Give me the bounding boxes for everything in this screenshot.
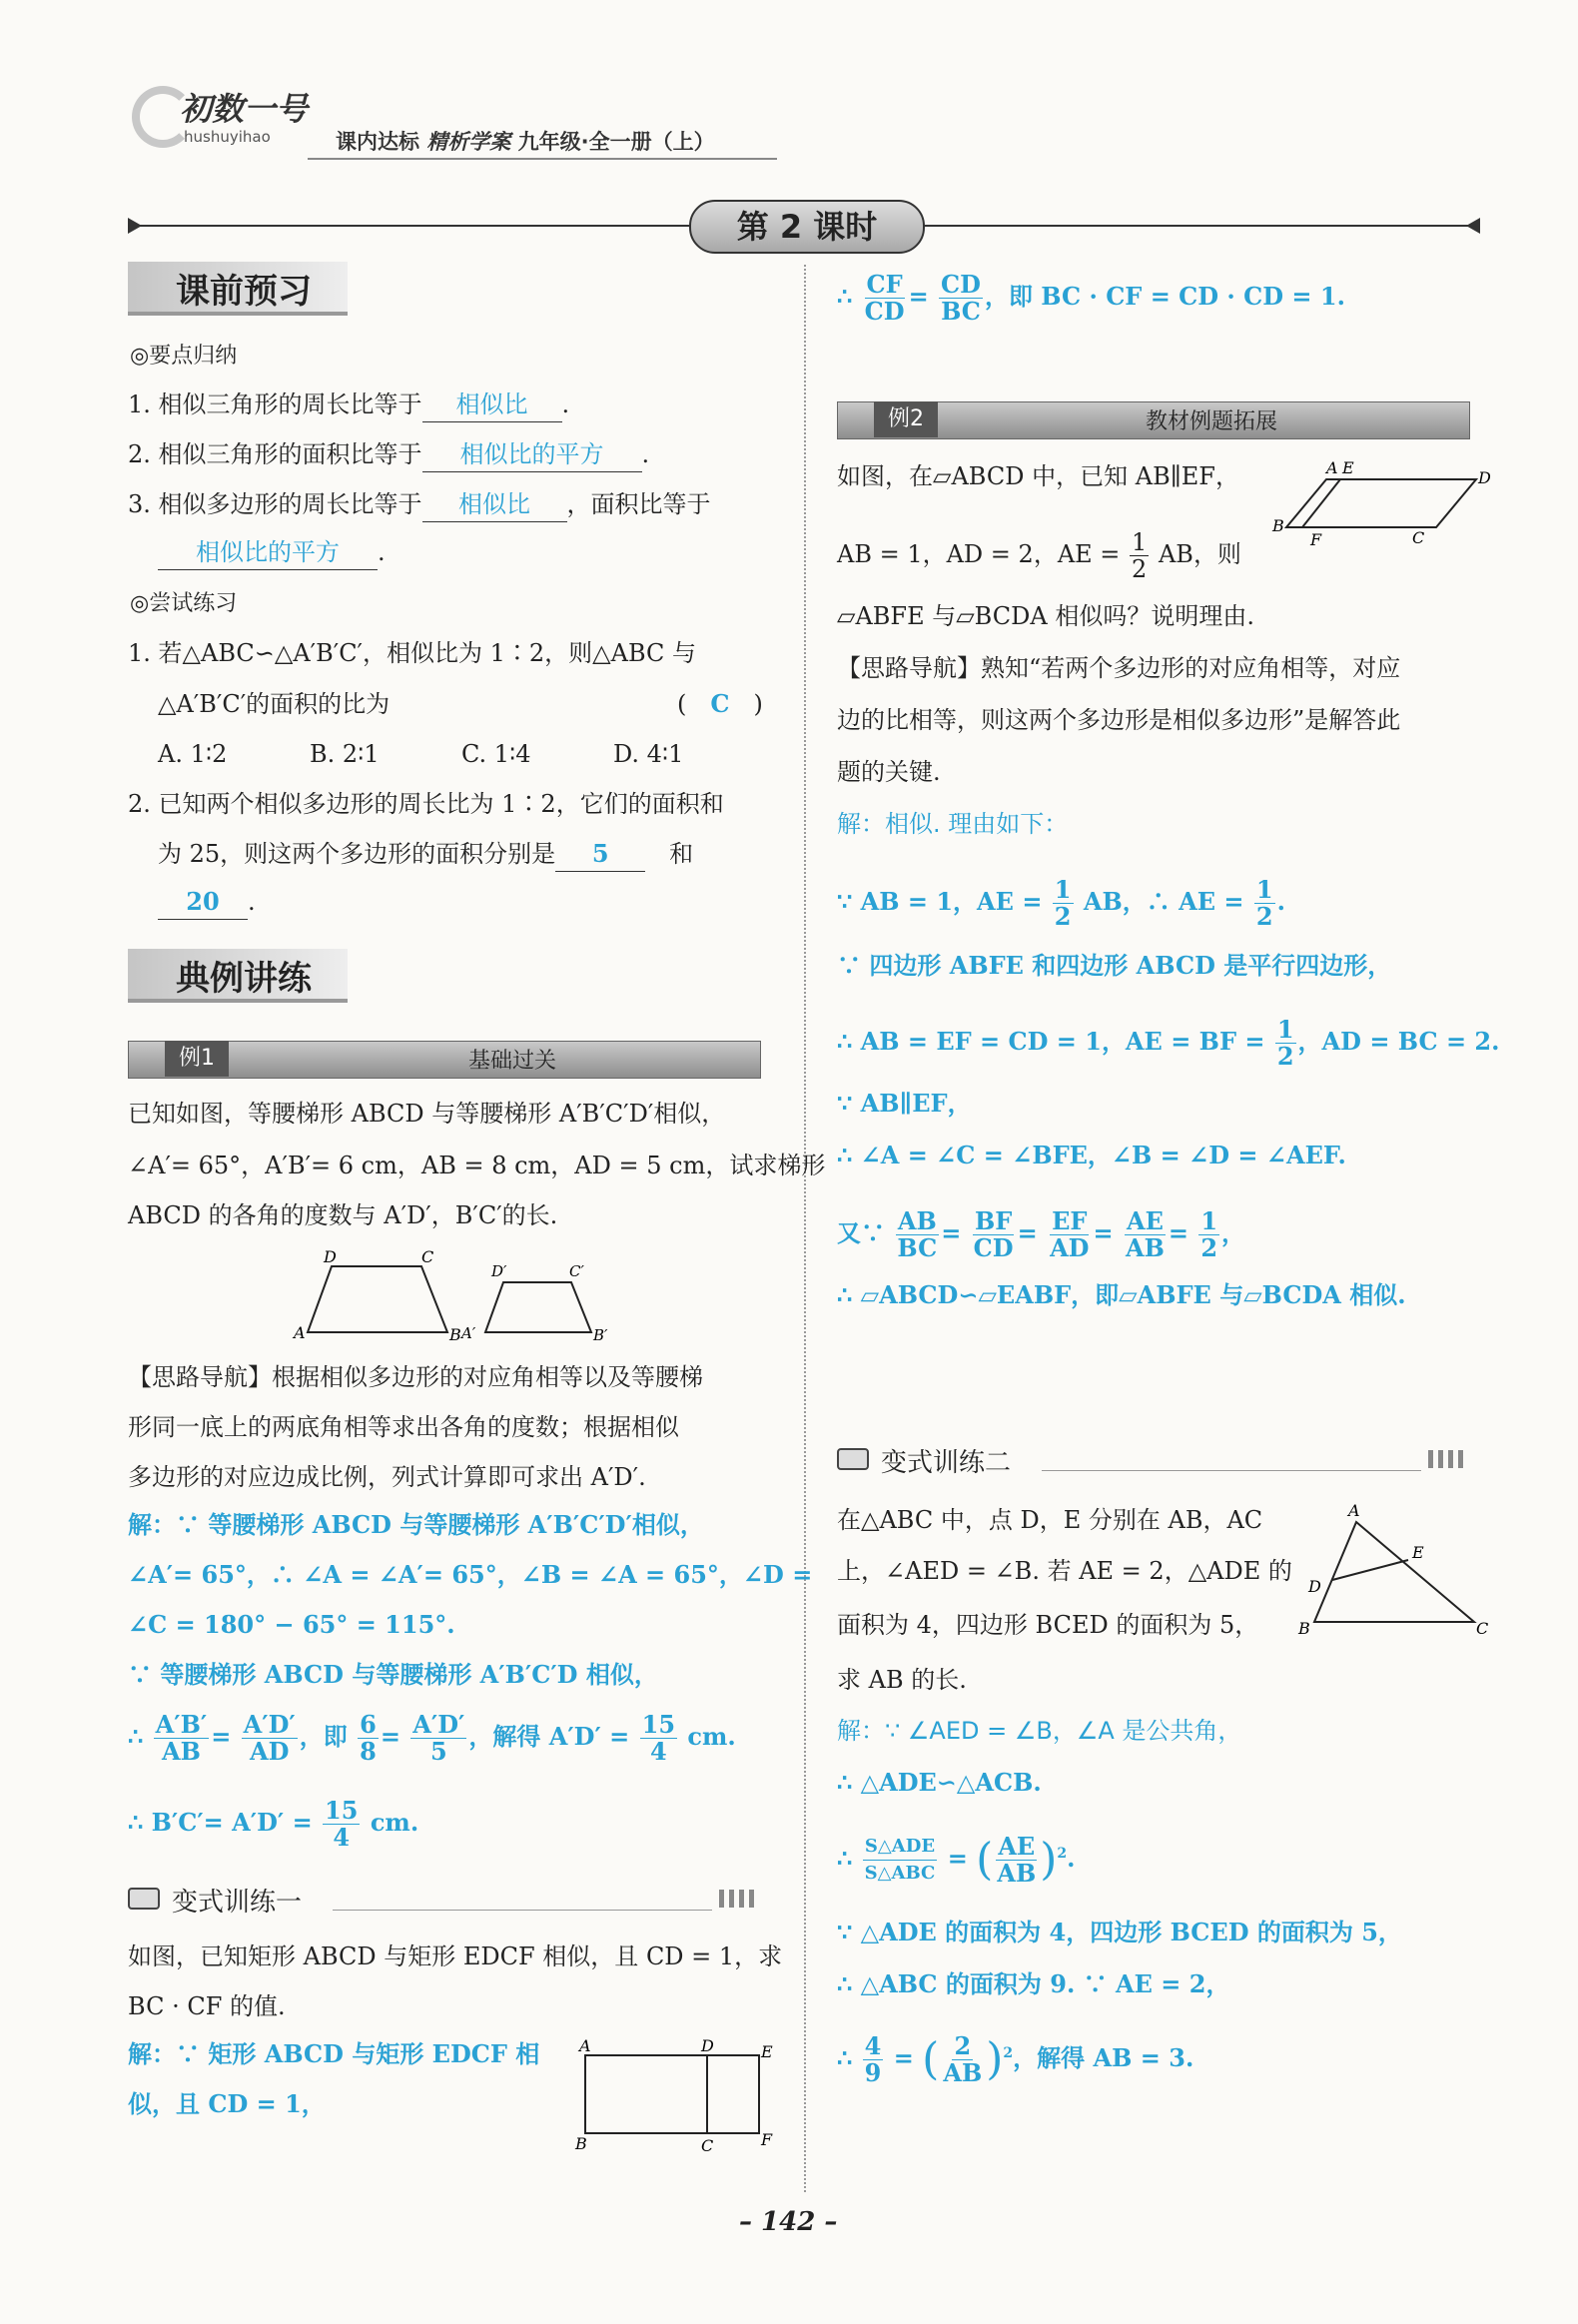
q1-option-c: C. 1∶4 [461, 740, 531, 768]
q1-option-a: A. 1∶2 [158, 740, 228, 768]
variant-1-marks [719, 1890, 759, 1908]
ex2-sol-7-f4n: AE [1126, 1206, 1164, 1235]
rect-label-e: E [761, 2042, 773, 2061]
pencil-icon [128, 1888, 160, 1910]
ex2-line-3: ▱ABFE 与▱BCDA 相似吗？说明理由. [837, 602, 1254, 630]
point-3 [128, 487, 711, 522]
rectangle-figure [571, 2037, 781, 2152]
q2-and: 和 [669, 840, 694, 868]
ex2-sol-2a: ∵ AB = 1，AE = [837, 887, 1043, 916]
ex2-line-2b: AB，则 [1158, 540, 1241, 568]
q1-line2: △A′B′C′的面积的比为 [158, 690, 391, 718]
page-header [128, 84, 807, 164]
v2-sol-3-pfrac [995, 1834, 1038, 1887]
rect-label-a: A [579, 2037, 591, 2055]
v2-line-1: 在△ABC 中，点 D，E 分别在 AB，AC [837, 1506, 1263, 1534]
point-2-answer: 相似比的平方 [422, 437, 642, 472]
frac-1 [154, 1712, 210, 1765]
ex2-sol-7-f5d: 2 [1200, 1233, 1218, 1262]
q2-answer-2: 20 [158, 885, 248, 920]
frac-5 [640, 1712, 677, 1765]
preview-section [128, 262, 777, 316]
para-label-d: D [1478, 468, 1491, 487]
last-unit: cm. [370, 1808, 419, 1837]
v2-sol-3-den: S△ABC [864, 1863, 936, 1884]
ex1-line-2: ∠A′= 65°，A′B′= 6 cm，AB = 8 cm，AD = 5 cm，试求梯形 [128, 1152, 826, 1179]
q2-line3: 20 . [158, 885, 256, 920]
practice-heading: ◎尝试练习 [130, 591, 238, 616]
ex2-sol-1: 解：相似. 理由如下： [837, 810, 1069, 838]
ex2-sol-7-f5n: 1 [1200, 1206, 1218, 1235]
ex1-line-1: 已知如图，等腰梯形 ABCD 与等腰梯形 A′B′C′D′相似， [128, 1100, 726, 1128]
variant-2-marks [1428, 1450, 1468, 1468]
examples-banner [128, 949, 348, 1003]
header-underline [308, 158, 777, 160]
example-1-title: 基础过关 [468, 1049, 557, 1074]
trap2-label-c: C′ [569, 1262, 584, 1280]
preview-banner [128, 262, 348, 316]
tri-label-d: D [1308, 1577, 1321, 1596]
ex2-sol-8: ∴ ▱ABCD∽▱EABF，即▱ABFE 与▱BCDA 相似. [837, 1280, 1406, 1309]
q2-line2-text: 为 25，则这两个多边形的面积分别是 [158, 840, 556, 868]
v2-sol-6: ∴ $\frac{4}{9}$ = ( $\frac{2}{AB}$ )$^2$，解得 AB = 3. [837, 2031, 1194, 2087]
frac-1-den: AB [161, 1737, 201, 1766]
v1-cont-pre: ∴ [837, 282, 853, 311]
trap-label-a: A [294, 1323, 306, 1342]
ex2-sol-2c: . [1276, 887, 1285, 916]
point-3-line2: 相似比的平方 . [158, 535, 386, 570]
trap-label-c: C [421, 1247, 434, 1266]
variant-2-header [837, 1440, 1476, 1476]
ex2-sol-7-f3n: EF [1052, 1206, 1088, 1235]
ex2-sol-2-frac2-num: 1 [1255, 875, 1273, 904]
point-3-answer-2: 相似比的平方 [158, 535, 378, 570]
frac-5-num: 15 [641, 1710, 676, 1739]
ex1-guide-2: 形同一底上的两底角相等求出各角的度数；根据相似 [128, 1413, 679, 1441]
ex2-sol-4-frac [1275, 1017, 1296, 1070]
frac-4 [410, 1712, 466, 1765]
last-frac-num: 15 [325, 1796, 359, 1825]
ex2-sol-4a: ∴ AB = EF = CD = 1，AE = BF = [837, 1027, 1265, 1056]
para-label-a: A [1326, 459, 1338, 477]
ex1-sol-2: ∠A′= 65°，∴ ∠A = ∠A′= 65°，∠B = ∠A = 65°，∠D = [128, 1560, 813, 1589]
trap2-label-a: A′ [461, 1324, 476, 1342]
ex2-sol-7-f2n: BF [974, 1206, 1013, 1235]
pencil-icon [837, 1448, 869, 1470]
rect-label-c: C [701, 2136, 714, 2152]
v1-frac-2 [939, 272, 983, 325]
ex2-sol-7: 又∵ $\frac{AB}{BC}$ = $\frac{BF}{CD}$ = $\frac{EF}{AD}$ = $\frac{AE}{AB}$ = $\frac{1}{2}$ ， [837, 1206, 1246, 1262]
ex1-line-3: ABCD 的各角的度数与 A′D′，B′C′的长. [128, 1201, 558, 1229]
trap-label-b: B [449, 1325, 461, 1344]
series-bold: 精析学案 [426, 130, 511, 154]
ex2-sol-2-frac1-num: 1 [1054, 875, 1072, 904]
ex2-sol-7-frac1 [895, 1208, 939, 1261]
point-2: 2. 相似三角形的面积比等于 相似比的平方 . [128, 437, 649, 472]
v2-sol-6-eq: = [893, 2043, 914, 2072]
last-frac-den: 4 [333, 1823, 351, 1852]
ex2-sol-7-f1n: AB [897, 1206, 937, 1235]
para-label-b: B [1272, 516, 1284, 535]
frac-solve: ，解得 A′D′ = [468, 1722, 630, 1751]
ex1-sol-fractions: ∴ $\frac{A'B'}{AB}$ = $\frac{A'D'}{AD}$ ，即 $\frac{6}{8}$ = $\frac{A'D'}{5}$ ，解得 A′D′ = $\frac{15}{4}$ cm. [128, 1710, 736, 1766]
trap2-label-d: D′ [491, 1262, 507, 1280]
point-1: 1. 相似三角形的周长比等于 相似比 . [128, 387, 569, 422]
page-number: – 142 – [739, 2207, 838, 2237]
last-pre: ∴ B′C′= A′D′ = [128, 1808, 313, 1837]
variant-1-header [128, 1880, 767, 1916]
ex1-sol-1: 解：∵ 等腰梯形 ABCD 与等腰梯形 A′B′C′D′相似， [128, 1510, 704, 1539]
v2-line-4: 求 AB 的长. [837, 1666, 967, 1694]
rule-arrow-right [1466, 218, 1480, 234]
variant-1-title: 变式训练一 [172, 1888, 303, 1918]
tri-label-a: A [1348, 1501, 1360, 1520]
example-1-tag: 例1 [165, 1041, 229, 1077]
frac-3-num: 6 [360, 1710, 377, 1739]
tri-label-c: C [1476, 1619, 1489, 1638]
v2-sol-6-pden: AB [943, 2058, 983, 2087]
ex2-sol-6: ∴ ∠A = ∠C = ∠BFE，∠B = ∠D = ∠AEF. [837, 1141, 1346, 1169]
ex2-sol-7-f4d: AB [1125, 1233, 1165, 1262]
frac-1-num: A′B′ [155, 1710, 208, 1739]
tri-label-b: B [1298, 1619, 1310, 1638]
preview-title: 课前预习 [176, 272, 312, 312]
ex2-sol-2 [837, 877, 1285, 930]
v2-sol-3: ∴ $\frac{\text{S△ADE}}{\text{S△ABC}}$ = ( $\frac{AE}{AB}$ )$^2$. [837, 1832, 1076, 1888]
ex1-sol-4: ∵ 等腰梯形 ABCD 与等腰梯形 A′B′C′D 相似， [128, 1660, 658, 1689]
ex2-sol-2-frac1 [1053, 877, 1074, 930]
ex1-guide-3: 多边形的对应边成比例，列式计算即可求出 A′D′. [128, 1463, 646, 1491]
ex2-sol-7-frac4 [1124, 1208, 1167, 1261]
frac-2 [242, 1712, 298, 1765]
ex2-sol-4-frac-num: 1 [1276, 1015, 1294, 1044]
ex2-sol-7-f3d: AD [1050, 1233, 1090, 1262]
series-name: 课内达标 [336, 130, 419, 154]
q1-answer: C [710, 689, 730, 718]
rect-label-b: B [575, 2134, 587, 2152]
logo-pinyin: hushuyihao [184, 128, 271, 146]
frac-3-den: 8 [360, 1737, 377, 1766]
ex2-sol-2-frac2 [1254, 877, 1275, 930]
v1-line-1: 如图，已知矩形 ABCD 与矩形 EDCF 相似，且 CD = 1，求 [128, 1942, 783, 1970]
frac-mid: ，即 [299, 1722, 348, 1751]
frac-5-den: 4 [650, 1737, 667, 1766]
frac-3 [358, 1712, 379, 1765]
variant-2-rule [1042, 1470, 1421, 1471]
v1-cont-post: ，即 BC · CF = CD · CD = 1. [984, 282, 1345, 311]
rule-arrow-left [128, 218, 142, 234]
v2-sol-3-pnum: AE [998, 1832, 1036, 1861]
trap2-label-b: B′ [593, 1326, 608, 1344]
v2-sol-3-sup: 2 [1057, 1846, 1068, 1862]
ex2-sol-5: ∵ AB∥EF， [837, 1089, 972, 1118]
v2-line-2: 上，∠AED = ∠B. 若 AE = 2，△ADE 的 [837, 1557, 1292, 1585]
variant-1-rule [333, 1910, 712, 1911]
v2-sol-3-eq: = [947, 1844, 968, 1873]
logo-text: 初数一号 [180, 90, 309, 128]
v2-sol-6-frac [863, 2033, 884, 2086]
parallelogram-figure [1266, 459, 1496, 554]
ex2-frac [1130, 529, 1149, 582]
v2-sol-3a: ∴ [837, 1844, 853, 1873]
point-2-text: 2. 相似三角形的面积比等于 [128, 440, 422, 468]
q1-bracket: ( C ) [677, 689, 763, 718]
v1-frac-1-den: CD [864, 297, 905, 326]
v1-sol-cont: ∴ $\frac{CF}{CD}$ = $\frac{CD}{BC}$ ，即 BC · CF = CD · CD = 1. [837, 270, 1345, 326]
ex2-sol-2-frac2-den: 2 [1255, 902, 1273, 931]
ex2-sol-7b: ， [1221, 1218, 1246, 1247]
frac-4-num: A′D′ [412, 1710, 465, 1739]
ex1-guide-1: 【思路导航】根据相似多边形的对应角相等以及等腰梯 [128, 1363, 703, 1391]
q1-line1: 1. 若△ABC∽△A′B′C′，相似比为 1∶2，则△ABC 与 [128, 639, 697, 667]
grade-info: 九年级·全一册（上） [517, 130, 715, 154]
ex2-line-1: 如图，在▱ABCD 中，已知 AB∥EF， [837, 462, 1239, 490]
ex2-frac-num: 1 [1132, 528, 1148, 556]
v2-sol-6a: ∴ [837, 2043, 853, 2072]
rect-label-d: D [701, 2037, 714, 2055]
ex2-sol-7-frac3 [1048, 1208, 1091, 1261]
ex2-sol-7-frac2 [972, 1208, 1016, 1261]
tri-label-e: E [1412, 1543, 1424, 1562]
v2-sol-1: 解：∵ ∠AED = ∠B，∠A 是公共角， [837, 1717, 1242, 1745]
trapezoid-figure [290, 1246, 619, 1346]
ex2-sol-2b: AB，∴ AE = [1083, 887, 1244, 916]
v1-frac-1 [863, 272, 907, 325]
v2-sol-2: ∴ △ADE∽△ACB. [837, 1768, 1042, 1797]
v2-line-3: 面积为 4，四边形 BCED 的面积为 5， [837, 1611, 1259, 1639]
q1-options [158, 737, 683, 771]
v2-sol-5: ∴ △ABC 的面积为 9. ∵ AE = 2， [837, 1969, 1230, 1998]
series-title [336, 126, 715, 156]
ex2-guide-1: 【思路导航】熟知“若两个多边形的对应角相等，对应 [837, 654, 1401, 682]
trap-label-d: D [324, 1247, 337, 1266]
rect-label-f: F [761, 2130, 773, 2149]
example-1-bar [128, 1041, 761, 1079]
v1-frac-2-den: BC [941, 297, 981, 326]
v2-sol-6-den: 9 [864, 2058, 882, 2087]
ex2-sol-3: ∵ 四边形 ABFE 和四边形 ABCD 是平行四边形， [837, 951, 1392, 980]
frac-unit: cm. [687, 1722, 736, 1751]
ex2-sol-7-f2d: CD [973, 1233, 1014, 1262]
points-heading: ◎要点归纳 [130, 344, 238, 369]
q2-line2 [158, 837, 693, 872]
ex2-guide-2: 边的比相等，则这两个多边形是相似多边形”是解答此 [837, 706, 1401, 734]
ex2-sol-7-frac5 [1198, 1208, 1219, 1261]
ex2-frac-den: 2 [1132, 555, 1148, 583]
column-divider [804, 265, 806, 2192]
frac-2-den: AD [249, 1737, 290, 1766]
ex2-sol-7a: 又∵ [837, 1218, 885, 1247]
example-2-tag: 例2 [874, 401, 938, 437]
q1-option-b: B. 2∶1 [310, 740, 380, 768]
q2-line1: 2. 已知两个相似多边形的周长比为 1∶2，它们的面积和 [128, 790, 724, 818]
v1-sol-2: 似，且 CD = 1， [128, 2089, 326, 2118]
v2-sol-3-pden: AB [997, 1859, 1037, 1888]
point-3-mid: ，面积比等于 [566, 490, 711, 518]
v2-sol-6-pfrac [941, 2033, 984, 2086]
v2-sol-3-frac [863, 1834, 938, 1887]
triangle-figure [1294, 1498, 1494, 1638]
examples-title: 典例讲练 [176, 959, 312, 999]
v1-line-2: BC · CF 的值. [128, 1992, 286, 2020]
ex2-sol-4b: ，AD = BC = 2. [1297, 1027, 1500, 1056]
frac-2-num: A′D′ [243, 1710, 296, 1739]
v2-sol-6-pnum: 2 [954, 2031, 972, 2060]
q2-answer-1: 5 [555, 837, 645, 872]
v2-sol-3-num: S△ADE [863, 1834, 937, 1861]
v1-sol-1: 解：∵ 矩形 ABCD 与矩形 EDCF 相 [128, 2039, 540, 2068]
para-label-c: C [1412, 528, 1425, 547]
ex2-guide-3: 题的关键. [837, 758, 941, 786]
ex2-sol-4-frac-den: 2 [1276, 1042, 1294, 1071]
frac-4-den: 5 [429, 1737, 447, 1766]
para-label-f: F [1310, 530, 1322, 549]
v2-sol-4: ∵ △ADE 的面积为 4，四边形 BCED 的面积为 5， [837, 1918, 1402, 1946]
para-label-e: E [1342, 459, 1354, 477]
v1-frac-2-num: CD [941, 270, 981, 299]
point-1-text: 1. 相似三角形的周长比等于 [128, 390, 422, 418]
point-3-answer: 相似比 [422, 487, 567, 522]
example-2-title: 教材例题拓展 [1146, 409, 1278, 434]
v2-sol-3b: . [1067, 1844, 1076, 1873]
ex2-line-2 [837, 529, 1241, 582]
ex1-sol-3: ∠C = 180° − 65° = 115°. [128, 1610, 455, 1639]
v2-sol-6b: ，解得 AB = 3. [1013, 2043, 1194, 2072]
variant-2-title: 变式训练二 [881, 1448, 1012, 1478]
v2-sol-6-sup: 2 [1003, 2045, 1014, 2061]
ex1-sol-last [128, 1798, 418, 1851]
ex2-sol-4 [837, 1017, 1500, 1070]
q1-option-d: D. 4∶1 [613, 740, 684, 768]
ex2-sol-7-f1d: BC [897, 1233, 938, 1262]
ex2-line-2a: AB = 1，AD = 2，AE = [837, 540, 1121, 568]
lesson-title: 第 2 课时 [689, 200, 925, 254]
point-3-text: 3. 相似多边形的周长比等于 [128, 490, 422, 518]
ex2-sol-2-frac1-den: 2 [1054, 902, 1072, 931]
example-2-bar [837, 401, 1470, 439]
v1-frac-1-num: CF [866, 270, 903, 299]
v2-sol-6-num: 4 [864, 2031, 882, 2060]
last-frac [323, 1798, 360, 1851]
point-1-answer: 相似比 [422, 387, 562, 422]
